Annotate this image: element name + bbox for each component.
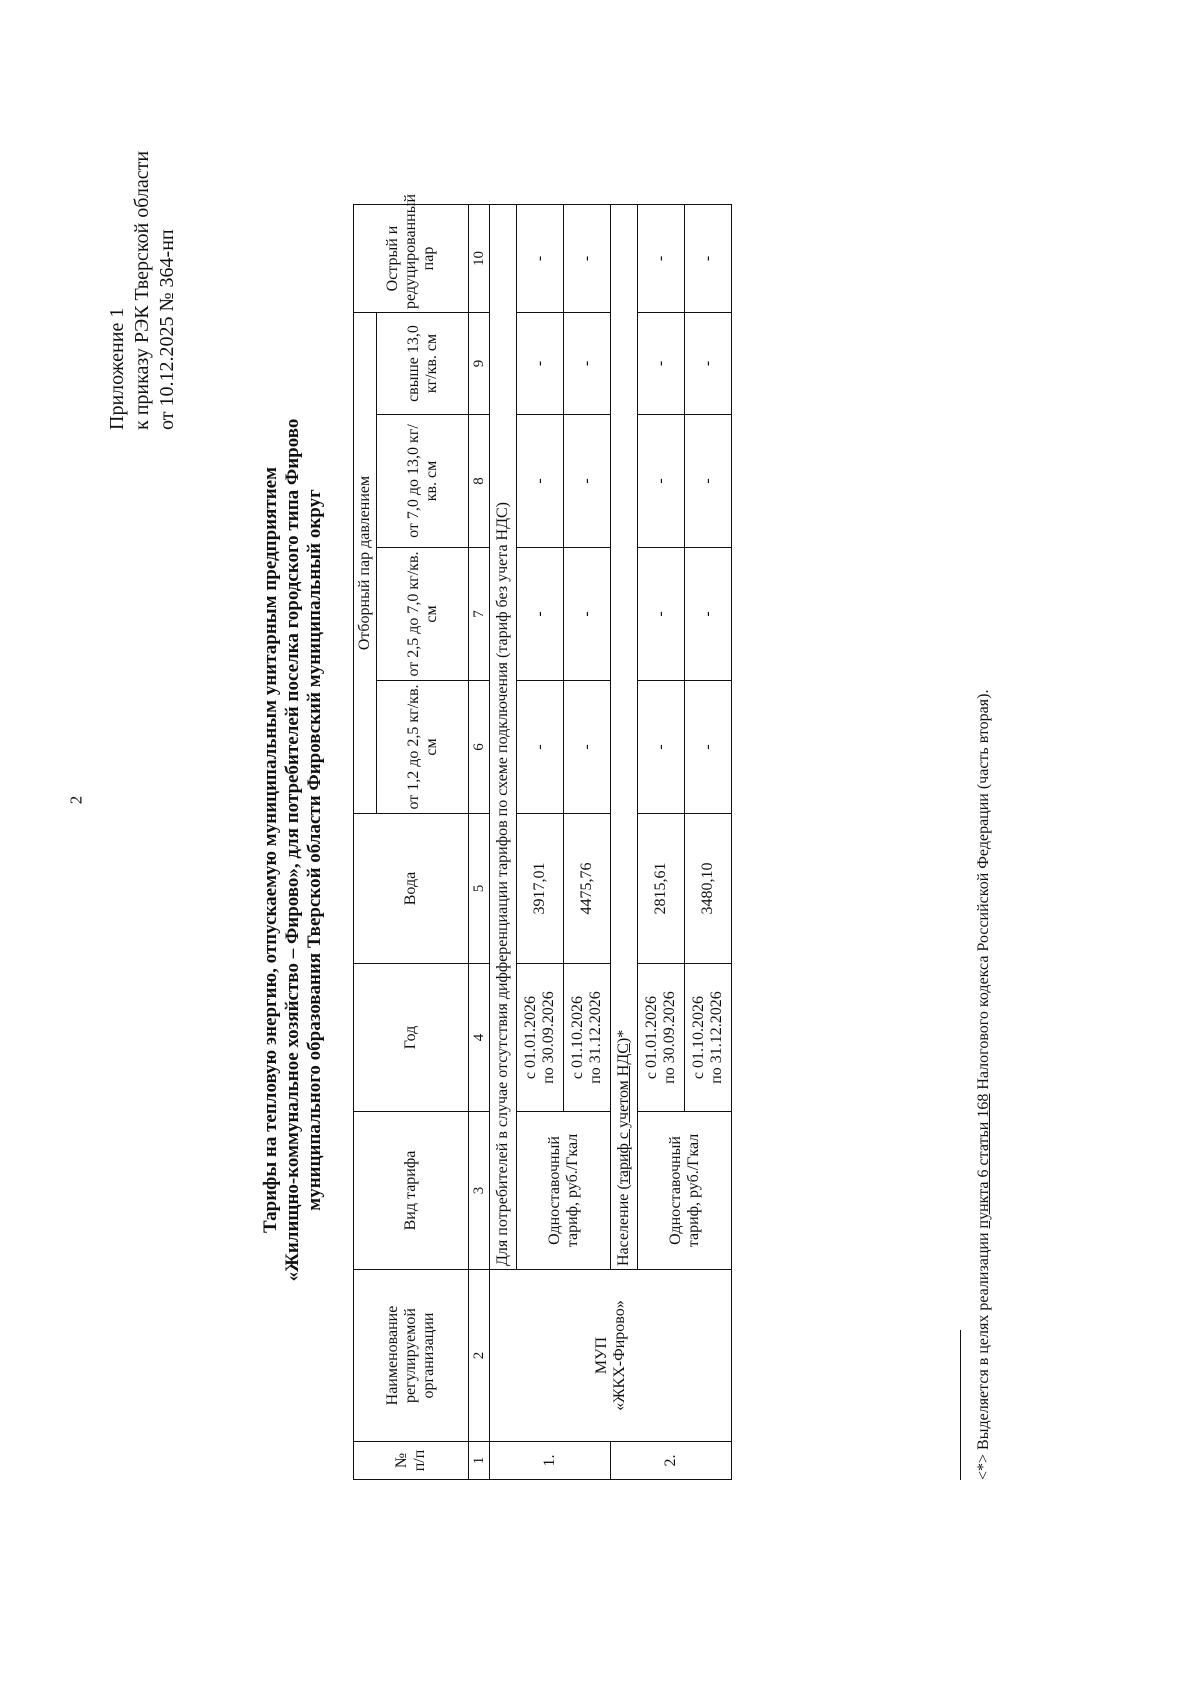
page-number: 2 (66, 795, 86, 805)
pressure-1-cell: - (564, 681, 611, 814)
header-year: Год (354, 964, 469, 1112)
pressure-4-cell: - (685, 313, 732, 415)
header-row (354, 205, 377, 1480)
header-pressure-2: от 2,5 до 7,0 кг/кв. см (377, 548, 469, 681)
pressure-3-cell: - (638, 415, 685, 548)
title-line: муниципального образования Тверской области Фировский муниципальный округ (304, 489, 325, 1211)
footnote (975, 690, 993, 1480)
water-cell: 4475,76 (564, 814, 611, 964)
column-number: 5 (469, 814, 490, 964)
year-to: по 31.12.2026 (708, 991, 725, 1084)
pressure-4-cell: - (564, 313, 611, 415)
header-pressure-3: от 7,0 до 13,0 кг/кв. см (377, 415, 469, 548)
year-from: с 01.10.2026 (569, 995, 586, 1080)
document-title (260, 100, 326, 1600)
water-cell: 3917,01 (517, 814, 564, 964)
title-line: Тарифы на тепловую энергию, отпускаемую муниципальным унитарным предприятием (260, 466, 281, 1234)
section-header-row (490, 205, 517, 1480)
year-cell (685, 964, 732, 1112)
header-tariff-type: Вид тарифа (354, 1112, 469, 1270)
year-from: с 01.01.2026 (522, 995, 539, 1080)
pressure-1-cell: - (517, 681, 564, 814)
org-name-line: «ЖКХ-Фирово» (610, 1300, 628, 1411)
column-number: 7 (469, 548, 490, 681)
water-cell: 2815,61 (638, 814, 685, 964)
org-name-line: МУП (592, 1336, 610, 1375)
tariff-table (353, 193, 732, 1480)
sharp-steam-cell: - (685, 205, 732, 313)
header-steam-group: Отборный пар давлением (354, 313, 377, 814)
title-line: «Жилищно-коммунальное хозяйство – Фирово», для потребителей поселка городского типа Фирово (282, 418, 303, 1282)
column-number-row (469, 205, 490, 1480)
organization-name (490, 1270, 732, 1442)
header-pressure-4: свыше 13,0 кг/кв. см (377, 313, 469, 415)
column-number: 2 (469, 1270, 490, 1442)
footnote-text: <*> Выделяется в целях реализации (975, 1228, 992, 1480)
section-label-text: Для потребителей в случае отсутствия дифференциации тарифов по схеме подключения (тариф без учета НДС) (494, 501, 511, 1266)
sharp-steam-cell: - (638, 205, 685, 313)
column-number: 6 (469, 681, 490, 814)
landscape-page (95, 100, 1135, 1600)
sharp-steam-cell: - (564, 205, 611, 313)
header-num: № п/п (354, 1442, 469, 1480)
section-label (490, 205, 517, 1270)
footnote-link[interactable]: пункта 6 статьи 168 (975, 1093, 992, 1229)
section-label-text: Население ( (615, 1184, 632, 1266)
header-water: Вода (354, 814, 469, 964)
year-cell (517, 964, 564, 1112)
pressure-3-cell: - (685, 415, 732, 548)
pressure-3-cell: - (564, 415, 611, 548)
footnote-divider (960, 1330, 961, 1480)
pressure-2-cell: - (517, 548, 564, 681)
tariff-type-cell: Одноставочный тариф, руб./Гкал (517, 1112, 611, 1270)
year-to: по 30.09.2026 (661, 991, 678, 1084)
pressure-1-cell: - (685, 681, 732, 814)
column-number: 1 (469, 1442, 490, 1480)
section-label (611, 205, 638, 1270)
pressure-3-cell: - (517, 415, 564, 548)
header-sharp-steam: Острый и редуцированный пар (354, 205, 469, 313)
pressure-1-cell: - (638, 681, 685, 814)
row-number: 1. (490, 1442, 611, 1480)
row-number: 2. (611, 1442, 732, 1480)
section-label-underlined: тариф с учетом НДС (615, 1043, 632, 1185)
pressure-4-cell: - (517, 313, 564, 415)
year-from: с 01.01.2026 (643, 995, 660, 1080)
tariff-type-cell: Одноставочный тариф, руб./Гкал (638, 1112, 732, 1270)
appendix-line: Приложение 1 (106, 307, 128, 430)
year-to: по 30.09.2026 (540, 991, 557, 1084)
sharp-steam-cell: - (517, 205, 564, 313)
year-cell (638, 964, 685, 1112)
year-to: по 31.12.2026 (587, 991, 604, 1084)
year-from: с 01.10.2026 (690, 995, 707, 1080)
water-cell: 3480,10 (685, 814, 732, 964)
header-org: Наименование регулируемой организации (354, 1270, 469, 1442)
appendix-reference (105, 151, 180, 430)
pressure-2-cell: - (564, 548, 611, 681)
pressure-2-cell: - (685, 548, 732, 681)
appendix-line: от 10.12.2025 № 364-нп (156, 229, 178, 430)
column-number: 4 (469, 964, 490, 1112)
pressure-4-cell: - (638, 313, 685, 415)
header-pressure-1: от 1,2 до 2,5 кг/кв. см (377, 681, 469, 814)
section-label-text: )* (615, 1029, 632, 1044)
pressure-2-cell: - (638, 548, 685, 681)
year-cell (564, 964, 611, 1112)
column-number: 10 (469, 205, 490, 313)
column-number: 8 (469, 415, 490, 548)
footnote-text: Налогового кодекса Российской Федерации (часть вторая). (975, 689, 992, 1094)
column-number: 3 (469, 1112, 490, 1270)
appendix-line: к приказу РЭК Тверской области (131, 150, 153, 430)
column-number: 9 (469, 313, 490, 415)
